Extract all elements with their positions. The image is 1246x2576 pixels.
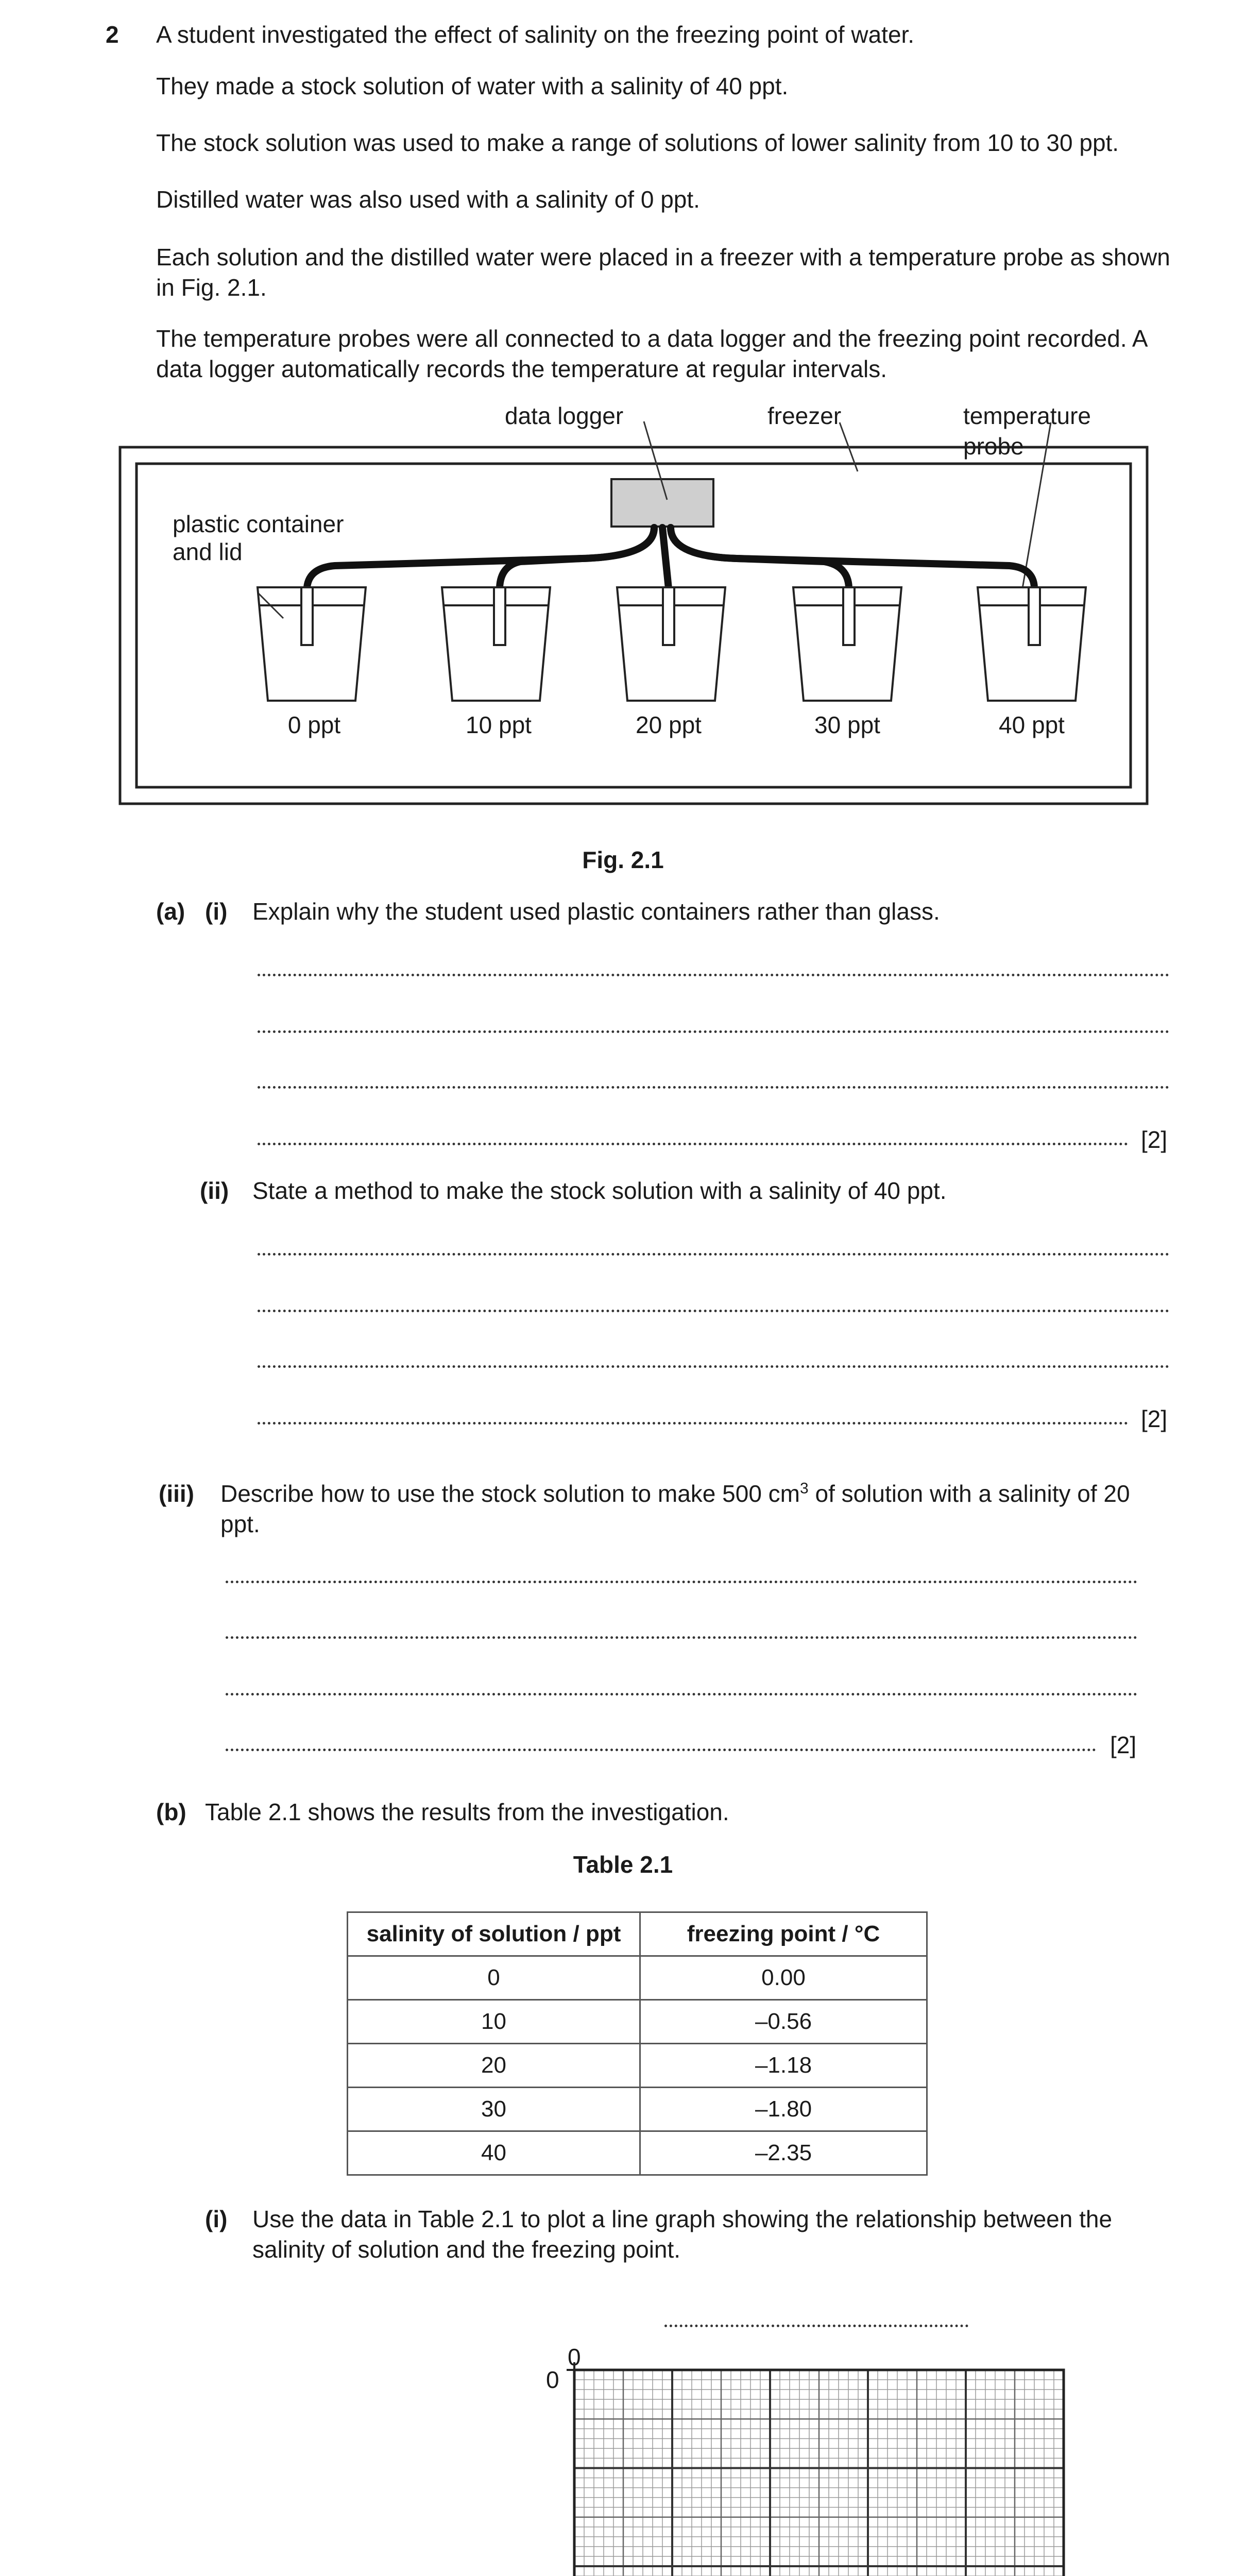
table-row <box>348 2088 927 2131</box>
beaker-label: 40 ppt <box>999 711 1065 738</box>
answer-line[interactable] <box>226 1749 1096 1751</box>
table-title: Table 2.1 <box>573 1851 673 1878</box>
part-a-ii-question: State a method to make the stock solution with a salinity of 40 ppt. <box>252 1177 947 1204</box>
beaker-label: 0 ppt <box>287 711 341 738</box>
answer-line[interactable] <box>226 1581 1137 1583</box>
table-cell: 10 <box>348 2000 640 2044</box>
intro-line-5: Each solution and the distilled water were placed in a freezer with a temperature probe as shown in Fig. 2.1. <box>156 244 1170 301</box>
mark-allocation: [2] <box>1141 1405 1168 1432</box>
label-temperature-probe: temperature probe <box>963 402 1091 460</box>
table-cell: 0.00 <box>640 1956 927 2000</box>
answer-line[interactable] <box>258 1253 1169 1256</box>
answer-line[interactable] <box>258 1310 1169 1312</box>
answer-line[interactable] <box>258 1365 1169 1368</box>
graph-origin-x: 0 <box>568 2344 581 2370</box>
intro-line-1: A student investigated the effect of salinity on the freezing point of water. <box>156 21 915 48</box>
question-number: 2 <box>106 21 119 48</box>
beaker-label: 20 ppt <box>636 711 702 738</box>
table-cell: 40 <box>348 2131 640 2175</box>
answer-line[interactable] <box>258 1422 1128 1425</box>
x-axis-label-line[interactable] <box>664 2325 968 2327</box>
answer-line[interactable] <box>226 1636 1137 1639</box>
table-cell: –0.56 <box>640 2000 927 2044</box>
label-plastic-container: plastic container <box>173 511 344 537</box>
table-row <box>348 2044 927 2088</box>
table-header: freezing point / °C <box>640 1912 927 1956</box>
table-cell: –2.35 <box>640 2131 927 2175</box>
figure-2-1 <box>118 402 1149 814</box>
intro-line-4: Distilled water was also used with a salinity of 0 ppt. <box>156 186 700 213</box>
table-cell: 20 <box>348 2044 640 2088</box>
answer-line[interactable] <box>258 1030 1169 1033</box>
table-row <box>348 2000 927 2044</box>
table-row <box>348 1956 927 2000</box>
part-b-intro: Table 2.1 shows the results from the investigation. <box>205 1799 729 1825</box>
part-a-iii-label: (iii) <box>159 1480 194 1507</box>
table-row <box>348 2131 927 2175</box>
intro-line-6: The temperature probes were all connected to a data logger and the freezing point recorded. A data logger automatically records the temperature at regular intervals. <box>156 325 1147 382</box>
table-cell: 0 <box>348 1956 640 2000</box>
answer-line[interactable] <box>258 974 1169 976</box>
table-header: salinity of solution / ppt <box>348 1912 640 1956</box>
intro-line-3: The stock solution was used to make a range of solutions of lower salinity from 10 to 30 ppt. <box>156 129 1119 156</box>
table-cell: –1.80 <box>640 2088 927 2131</box>
part-a-ii-label: (ii) <box>200 1177 229 1204</box>
part-b-i-question: Use the data in Table 2.1 to plot a line graph showing the relationship between the salinity of solution and the freezing point. <box>252 2206 1113 2263</box>
label-and-lid: and lid <box>173 538 243 565</box>
beaker-label: 30 ppt <box>814 711 880 738</box>
answer-line[interactable] <box>258 1143 1128 1145</box>
graph-origin-y: 0 <box>546 2366 559 2393</box>
label-data-logger: data logger <box>505 402 624 429</box>
answer-line[interactable] <box>226 1693 1137 1696</box>
part-b-label: (b) <box>156 1799 186 1825</box>
table-cell: 30 <box>348 2088 640 2131</box>
mark-allocation: [2] <box>1110 1732 1137 1758</box>
graph-paper[interactable] <box>567 2362 1071 2576</box>
freezer-diagram <box>118 402 1149 814</box>
part-b-i-label: (i) <box>205 2206 228 2232</box>
table-cell: –1.18 <box>640 2044 927 2088</box>
part-a-label: (a) <box>156 898 185 925</box>
beaker-label: 10 ppt <box>466 711 532 738</box>
intro-line-2: They made a stock solution of water with a salinity of 40 ppt. <box>156 73 789 99</box>
answer-line[interactable] <box>258 1086 1169 1089</box>
mark-allocation: [2] <box>1141 1126 1168 1153</box>
part-a-i-label: (i) <box>205 898 228 925</box>
label-freezer: freezer <box>767 402 842 429</box>
part-a-i-question: Explain why the student used plastic containers rather than glass. <box>252 898 940 925</box>
part-a-iii-question: Describe how to use the stock solution to make 500 $cm^3$ of solution with a salinity of 20 ppt. <box>220 1480 1130 1537</box>
figure-caption: Fig. 2.1 <box>582 846 664 873</box>
results-table <box>347 1911 928 2176</box>
